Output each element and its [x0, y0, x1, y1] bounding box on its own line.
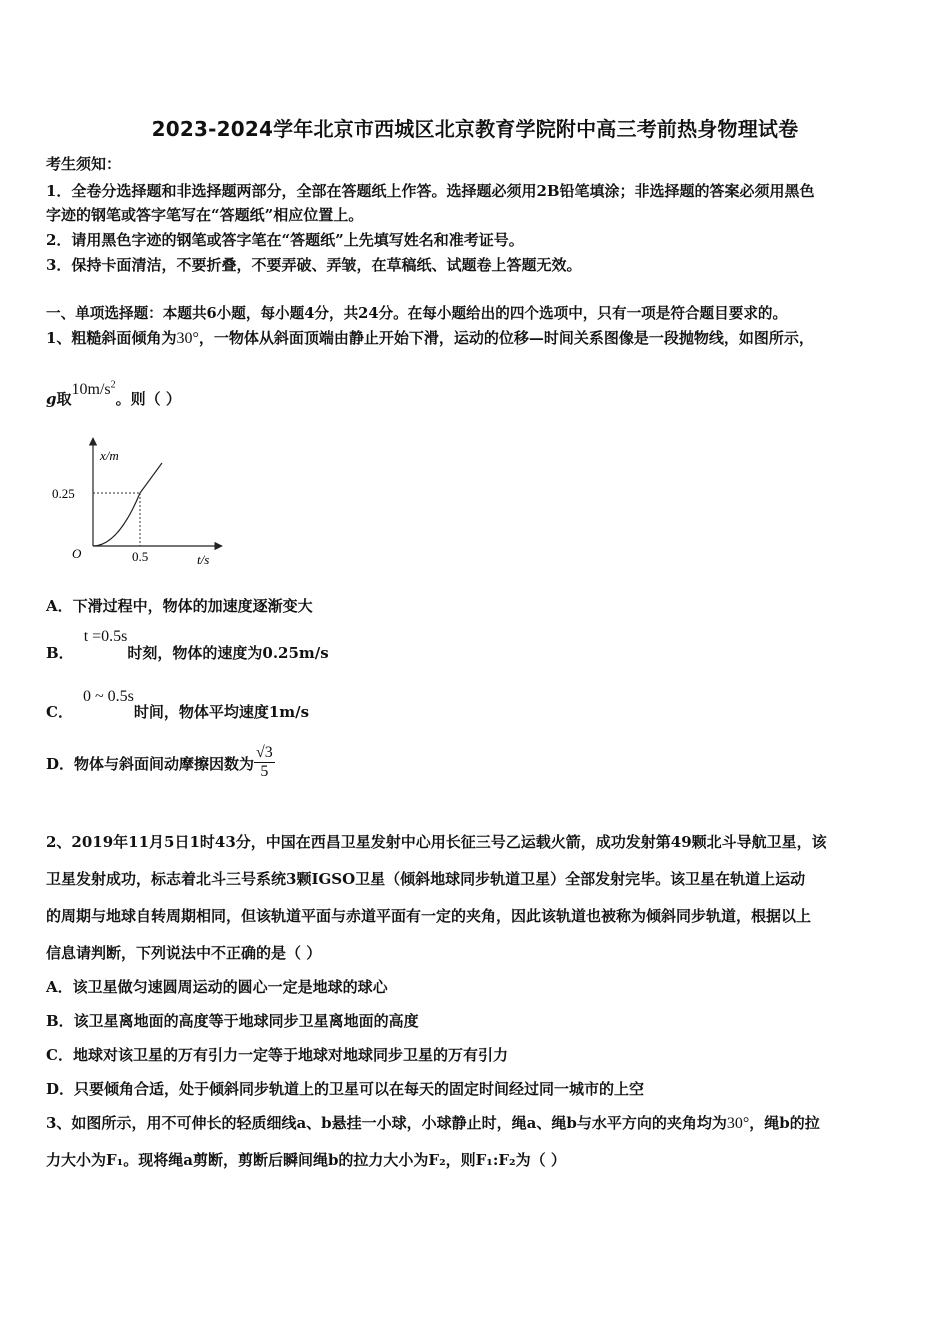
q1-angle: 30° [176, 330, 199, 347]
q1-option-c-letter: C． [46, 703, 73, 721]
q3-angle: 30° [726, 1115, 750, 1132]
q1-g-value: 10m/s [71, 381, 111, 398]
notice-heading: 考生须知： [46, 155, 122, 173]
q1-option-c [46, 685, 310, 721]
y-axis-label: x/m [100, 448, 119, 463]
q1-stem-b: ，一物体从斜面顶端由静止开始下滑，运动的位移—时间关系图像是一段抛物线，如图所示， [198, 329, 814, 347]
displacement-curve [93, 463, 162, 546]
origin-label: O [72, 546, 82, 561]
q3-line-1 [46, 1112, 820, 1133]
q3-line-1a: 3、如图所示，用不可伸长的轻质细线a、b悬挂一小球，小球静止时，绳a、绳b与水平方向的夹角均为 [46, 1114, 727, 1132]
q1-stem-line1 [46, 327, 814, 348]
q1-option-c-text: 时间，物体平均速度1m/s [133, 703, 310, 721]
section-heading: 一、单项选择题：本题共6小题，每小题4分，共24分。在每小题给出的四个选项中，只有一项是符合题目要求的。 [46, 305, 788, 322]
q2-line-4: 信息请判断，下列说法中不正确的是（ ） [46, 944, 322, 962]
q3-line-2: 力大小为F₁。现将绳a剪断，剪断后瞬间绳b的拉力大小为F₂，则F₁:F₂为（ ） [46, 1151, 566, 1169]
page-title: 2023-2024学年北京市西城区北京教育学院附中高三考前热身物理试卷 [151, 117, 799, 141]
fraction-denominator: 5 [260, 763, 269, 780]
notice-line-1a: 1．全卷分选择题和非选择题两部分，全部在答题纸上作答。选择题必须用2B铅笔填涂；非选择题的答案必须用黑色 [46, 182, 815, 200]
q1-option-b-text: 时刻，物体的速度为0.25m/s [127, 644, 329, 662]
q1-option-b [46, 625, 329, 662]
q2-option-a: A．该卫星做匀速圆周运动的圆心一定是地球的球心 [46, 978, 388, 996]
q1-option-d-text: D．物体与斜面间动摩擦因数为 [46, 755, 255, 773]
q1-option-c-math: 0 ~ 0.5s [82, 688, 134, 705]
q1-g-take: 取 [56, 390, 72, 408]
q2-option-c: C．地球对该卫星的万有引力一定等于地球对地球同步卫星的万有引力 [46, 1046, 508, 1064]
notice-line-1b: 字迹的钢笔或答字笔写在“答题纸”相应位置上。 [46, 206, 364, 224]
q1-option-b-math: t =0.5s [83, 628, 128, 645]
q1-stem-line2 [46, 378, 181, 408]
q1-g-symbol: g [46, 390, 57, 408]
q1-option-d [46, 744, 275, 781]
q1-option-a: A．下滑过程中，物体的加速度逐渐变大 [46, 597, 313, 615]
q1-stem-a: 1、粗糙斜面倾角为 [46, 329, 177, 347]
q1-stem-c: 。则（ ） [115, 390, 181, 408]
x-tick-label: 0.5 [132, 549, 149, 564]
q2-line-1: 2、2019年11月5日1时43分，中国在西昌卫星发射中心用长征三号乙运载火箭，成功发射第49颗北斗导航卫星，该 [46, 833, 827, 851]
q2-line-3: 的周期与地球自转周期相同，但该轨道平面与赤道平面有一定的夹角，因此该轨道也被称为倾斜同步轨道，根据以上 [46, 907, 812, 925]
x-axis-label: t/s [197, 552, 210, 567]
q1-option-b-letter: B． [46, 644, 74, 662]
q1-option-d-fraction [254, 744, 275, 781]
fraction-numerator: √3 [256, 744, 273, 761]
q3-line-1b: ，绳b的拉 [749, 1114, 820, 1132]
notice-line-2: 2．请用黑色字迹的钢笔或答字笔在“答题纸”上先填写姓名和准考证号。 [46, 231, 524, 249]
q2-line-2: 卫星发射成功，标志着北斗三号系统3颗IGSO卫星（倾斜地球同步轨道卫星）全部发射完毕。该卫星在轨道上运动 [46, 870, 806, 888]
notice-line-3: 3．保持卡面清洁，不要折叠，不要弄破、弄皱，在草稿纸、试题卷上答题无效。 [46, 256, 582, 274]
y-tick-label: 0.25 [52, 486, 75, 501]
q2-option-d: D．只要倾角合适，处于倾斜同步轨道上的卫星可以在每天的固定时间经过同一城市的上空 [46, 1080, 645, 1098]
q1-graph [40, 430, 230, 580]
q1-g-exponent: 2 [110, 379, 116, 391]
q2-option-b: B．该卫星离地面的高度等于地球同步卫星离地面的高度 [46, 1012, 419, 1030]
